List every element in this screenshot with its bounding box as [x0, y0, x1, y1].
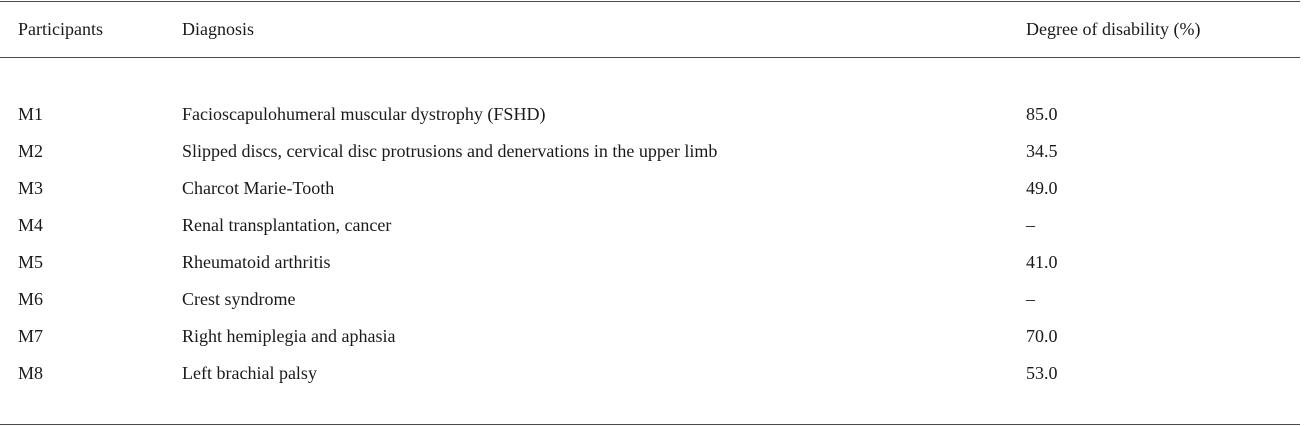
- table-body: [0, 58, 1300, 391]
- header-degree-of-disability: Degree of disability (%): [1026, 19, 1201, 39]
- spacer-row: [0, 58, 1300, 95]
- table-bottom-rule: [0, 424, 1300, 425]
- degree-cell: 70.0: [1026, 325, 1058, 346]
- diagnosis-cell: Charcot Marie-Tooth: [182, 177, 335, 198]
- table-row: [0, 243, 1300, 280]
- table-row: [0, 280, 1300, 317]
- participant-cell: M4: [18, 214, 44, 235]
- degree-cell: 41.0: [1026, 251, 1058, 272]
- diagnosis-cell: Crest syndrome: [182, 288, 296, 309]
- table-row: [0, 169, 1300, 206]
- diagnosis-cell: Renal transplantation, cancer: [182, 214, 392, 235]
- participant-cell: M2: [18, 140, 44, 161]
- header-row: [0, 0, 1300, 58]
- diagnosis-cell: Rheumatoid arthritis: [182, 251, 331, 272]
- participant-cell: M8: [18, 362, 44, 383]
- degree-cell: 85.0: [1026, 103, 1058, 124]
- table-header: [0, 0, 1300, 58]
- table-row: [0, 354, 1300, 391]
- table-row: [0, 132, 1300, 169]
- degree-cell: 49.0: [1026, 177, 1058, 198]
- diagnosis-cell: Slipped discs, cervical disc protrusions and denervations in the upper limb: [182, 140, 718, 161]
- header-participants: Participants: [18, 19, 103, 39]
- participant-cell: M7: [18, 325, 44, 346]
- degree-cell: –: [1026, 214, 1035, 235]
- participant-cell: M1: [18, 103, 44, 124]
- diagnosis-cell: Left brachial palsy: [182, 362, 317, 383]
- diagnosis-cell: Facioscapulohumeral muscular dystrophy (FSHD): [182, 103, 546, 124]
- diagnosis-cell: Right hemiplegia and aphasia: [182, 325, 396, 346]
- table-row: [0, 95, 1300, 132]
- degree-cell: 34.5: [1026, 140, 1058, 161]
- table-row: [0, 206, 1300, 243]
- table-row: [0, 317, 1300, 354]
- participant-cell: M6: [18, 288, 44, 309]
- header-diagnosis: Diagnosis: [182, 19, 254, 39]
- degree-cell: –: [1026, 288, 1035, 309]
- degree-cell: 53.0: [1026, 362, 1058, 383]
- participant-cell: M5: [18, 251, 44, 272]
- participant-cell: M3: [18, 177, 44, 198]
